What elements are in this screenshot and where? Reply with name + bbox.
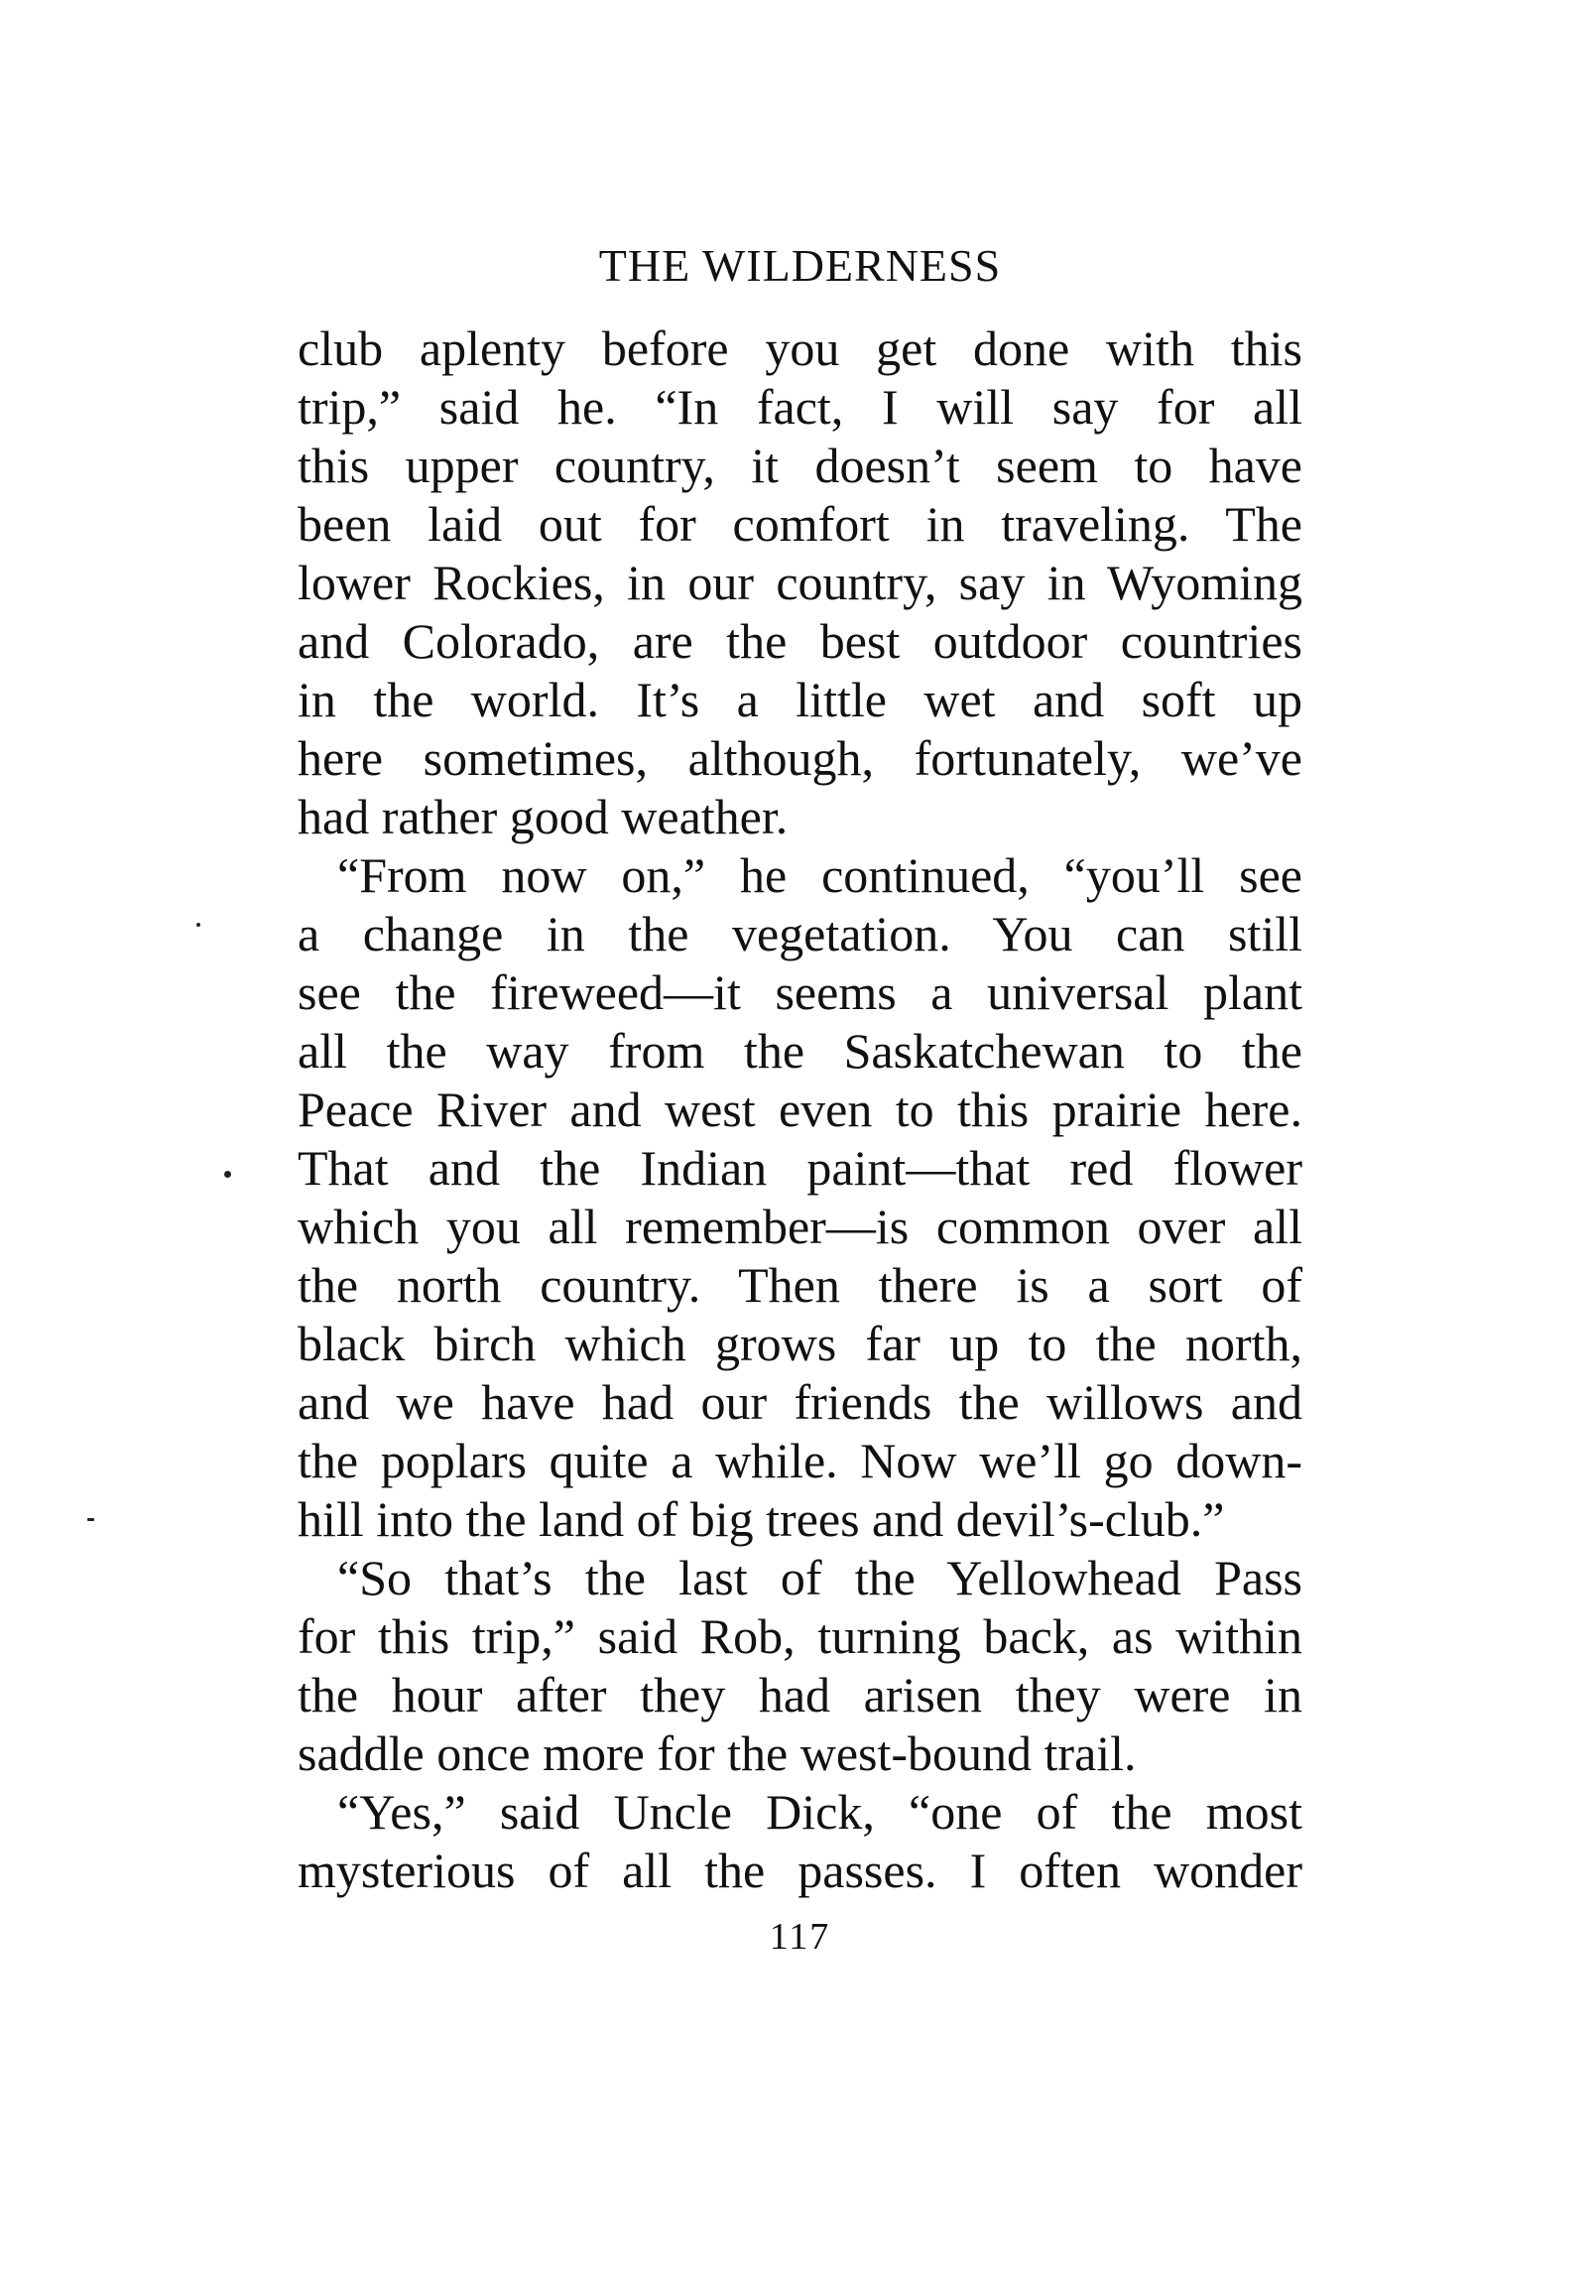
scan-speck bbox=[196, 923, 200, 927]
text-line: a change in the vegetation. You can still bbox=[298, 906, 1302, 961]
text-line: the poplars quite a while. Now we’ll go down- bbox=[298, 1433, 1302, 1488]
text-line: hill into the land of big trees and devil’s-club.” bbox=[298, 1491, 1225, 1547]
text-line: black birch which grows far up to the north, bbox=[298, 1316, 1302, 1371]
text-line: and Colorado, are the best outdoor countries bbox=[298, 613, 1302, 669]
text-line: the hour after they had arisen they were in bbox=[298, 1667, 1302, 1722]
text-line: saddle once more for the west-bound trail. bbox=[298, 1725, 1137, 1781]
text-line: “So that’s the last of the Yellowhead Pass bbox=[337, 1550, 1302, 1605]
paragraph-4 bbox=[298, 1783, 1302, 1900]
paragraph-2 bbox=[298, 846, 1302, 1549]
text-line: club aplenty before you get done with this bbox=[298, 320, 1302, 376]
text-line: the north country. Then there is a sort of bbox=[298, 1257, 1302, 1313]
scan-speck bbox=[224, 1171, 231, 1178]
text-line: this upper country, it doesn’t seem to have bbox=[298, 438, 1302, 493]
text-line: which you all remember—is common over all bbox=[298, 1199, 1302, 1254]
page-number: 117 bbox=[769, 1916, 831, 1958]
text-line: Peace River and west even to this prairie here. bbox=[298, 1082, 1302, 1137]
text-line: and we have had our friends the willows and bbox=[298, 1374, 1302, 1430]
body-text bbox=[298, 319, 1302, 1900]
paragraph-1 bbox=[298, 319, 1302, 846]
text-line: That and the Indian paint—that red flower bbox=[298, 1140, 1302, 1196]
text-line: lower Rockies, in our country, say in Wyoming bbox=[298, 555, 1302, 610]
text-line: had rather good weather. bbox=[298, 789, 789, 844]
text-line: in the world. It’s a little wet and soft up bbox=[298, 672, 1302, 727]
scan-speck bbox=[87, 1518, 94, 1521]
text-line: trip,” said he. “In fact, I will say for all bbox=[298, 379, 1302, 435]
text-line: see the fireweed—it seems a universal plant bbox=[298, 964, 1302, 1020]
paragraph-3 bbox=[298, 1549, 1302, 1783]
text-line: been laid out for comfort in traveling. The bbox=[298, 496, 1302, 552]
text-line: mysterious of all the passes. I often wonder bbox=[298, 1843, 1302, 1898]
text-line: for this trip,” said Rob, turning back, as within bbox=[298, 1608, 1302, 1664]
text-line: “Yes,” said Uncle Dick, “one of the most bbox=[337, 1784, 1302, 1840]
text-line: “From now on,” he continued, “you’ll see bbox=[337, 847, 1302, 903]
text-line: all the way from the Saskatchewan to the bbox=[298, 1023, 1302, 1079]
text-line: here sometimes, although, fortunately, we’ve bbox=[298, 730, 1302, 786]
running-head: THE WILDERNESS bbox=[598, 240, 1002, 291]
